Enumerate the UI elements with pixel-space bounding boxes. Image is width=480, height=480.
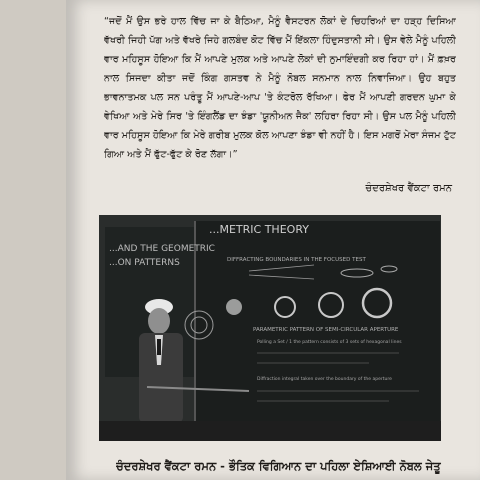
quote-paragraph: “ਜਦੋਂ ਮੈਂ ਉਸ ਭਰੇ ਹਾਲ ਵਿੱਚ ਜਾ ਕੇ ਬੈਠਿਆ, ਮੈਨੂੰ ਵੈਸਟਰਨ ਲੋਕਾਂ ਦੇ ਚਿਹਰਿਆਂ ਦਾ ਹੜ੍ਹ ਦਿਸਿਆ ਵੱਖਰੀ ਜਿਹੀ ਪੱਗ ਅਤੇ ਵੱਖਰੇ ਜਿਹੇ ਗਲਬੰਦ ਕੋਟ ਵਿੱਚ ਮੈਂ ਇੱਕਲਾ ਹਿੰਦੁਸਤਾਨੀ ਸੀ। ਉਸ ਵੇਲੇ ਮੈਨੂੰ ਪਹਿਲੀ ਵਾਰ ਮਹਿਸੂਸ ਹੋਇਆ ਕਿ ਮੈਂ ਆਪਣੇ ਮੁਲਕ ਅਤੇ ਆਪਣੇ ਲੋਕਾਂ ਦੀ ਨੁਮਾਇੰਦਗੀ ਕਰ ਰਿਹਾ ਹਾਂ। ਮੈਂ ਫ਼ਖ਼ਰ ਨਾਲ ਸਿਜਦਾ ਕੀਤਾ ਜਦੋਂ ਕਿੰਗ ਗਸਤਵ ਨੇ ਮੈਨੂੰ ਨੋਬਲ ਸਨਮਾਨ ਨਾਲ ਨਿਵਾਜਿਆ। ਉਹ ਬਹੁਤ ਭਾਵਨਾਤਮਕ ਪਲ ਸਨ ਪਰੰਤੂ ਮੈਂ ਆਪਣੇ-ਆਪ 'ਤੇ ਕੰਟਰੋਲ ਰੱਖਿਆ। ਫੇਰ ਮੈਂ ਆਪਣੀ ਗਰਦਨ ਘੁਮਾ ਕੇ ਵੇਖਿਆ ਅਤੇ ਮੇਰੇ ਸਿਰ 'ਤੇ ਇੰਗਲੈਂਡ ਦਾ ਝੰਡਾ 'ਯੂਨੀਅਨ ਜੈਕ' ਲਹਿਰਾ ਰਿਹਾ ਸੀ। ਉਸ ਪਲ ਮੈਨੂੰ ਪਹਿਲੀ ਵਾਰ ਮਹਿਸੂਸ ਹੋਇਆ ਕਿ ਮੇਰੇ ਗਰੀਬ ਮੁਲਕ ਕੋਲ ਆਪਣਾ ਝੰਡਾ ਵੀ ਨਹੀਂ ਹੈ। ਇਸ ਮਗਰੋਂ ਮੇਰਾ ਸੰਜਮ ਟੁੱਟ ਗਿਆ ਅਤੇ ਮੈਂ ਫੁੱਟ-ਫੁੱਟ ਕੇ ਰੋਣ ਲੱਗਾ।” bbox=[104, 16, 456, 160]
board-eq-1: Polling a Set / 1 the pattern consists of 3 sets of hexagonal lines bbox=[257, 340, 402, 345]
quote-attribution: ਚੰਦਰਸ਼ੇਖਰ ਵੈਂਕਟਾ ਰਮਨ bbox=[365, 183, 452, 194]
board-heading-left: ...AND THE GEOMETRIC bbox=[109, 244, 215, 254]
photograph bbox=[99, 215, 441, 441]
blackboard-photo bbox=[99, 215, 441, 441]
board-line-2: PARAMETRIC PATTERN OF SEMI-CIRCULAR APERTURE bbox=[253, 327, 399, 333]
board-title: ...METRIC THEORY bbox=[209, 223, 309, 236]
board-eq-2: Diffraction integral taken over the boundary of the aperture bbox=[257, 377, 392, 382]
board-heading-left-2: ...ON PATTERNS bbox=[109, 258, 180, 268]
board-line-1: DIFFRACTING BOUNDARIES IN THE FOCUSED TEST bbox=[227, 257, 366, 263]
photo-caption: ਚੰਦਰਸ਼ੇਖਰ ਵੈਂਕਟਾ ਰਮਨ - ਭੌਤਿਕ ਵਿਗਿਆਨ ਦਾ ਪਹਿਲਾ ਏਸ਼ਿਆਈ ਨੋਬਲ ਜੇਤੂ bbox=[116, 459, 441, 473]
